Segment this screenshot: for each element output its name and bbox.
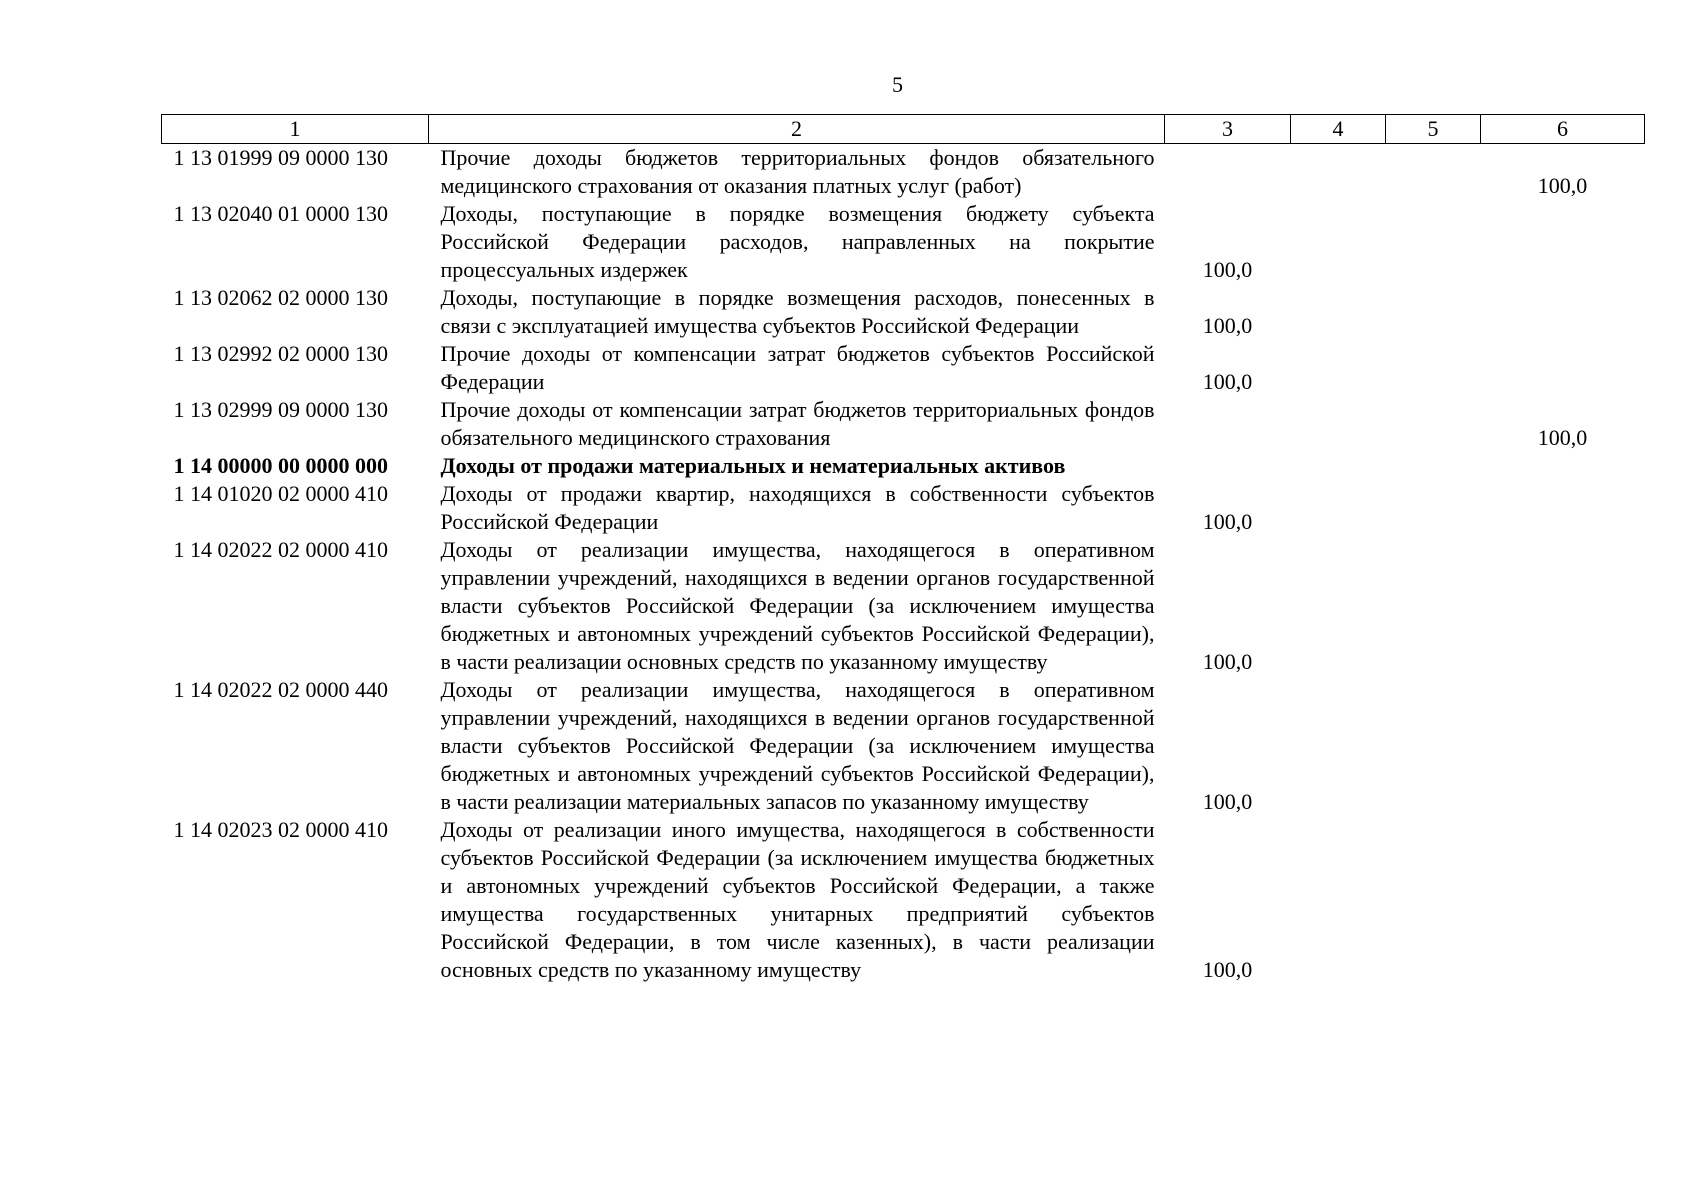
budget-code-cell: 1 13 01999 09 0000 130: [173, 145, 388, 170]
column-5-value: [1386, 480, 1481, 536]
column-3-value: [1165, 144, 1291, 201]
description-cell: Прочие доходы от компенсации затрат бюджетов субъектов Российской Федерации: [440, 341, 1155, 394]
description-cell: Доходы от реализации иного имущества, находящегося в собственности субъектов Российской Федерации (за исключением имущества бюджетных и автономных учреждений субъектов Российской Федерации, а также имущества государственных унитарных предприятий субъектов Российской Федерации, в том числе казенных), в части реализации основных средств по указанному имуществу: [440, 817, 1155, 982]
column-3-value: [1165, 452, 1291, 480]
column-6-value: [1481, 676, 1645, 816]
column-6-value: [1481, 480, 1645, 536]
column-6-value: [1481, 200, 1645, 284]
column-6-value: [1481, 452, 1645, 480]
description-cell: Прочие доходы от компенсации затрат бюджетов территориальных фондов обязательного медицинского страхования: [440, 397, 1155, 450]
column-5-value: [1386, 452, 1481, 480]
budget-code-cell: 1 13 02999 09 0000 130: [173, 397, 388, 422]
table-row: [162, 676, 1645, 816]
budget-code-cell: 1 14 02023 02 0000 410: [173, 817, 388, 842]
column-4-value: [1291, 480, 1386, 536]
description-cell: Доходы от реализации имущества, находящегося в оперативном управлении учреждений, находящихся в ведении органов государственной власти субъектов Российской Федерации (за исключением имущества бюджетных и автономных учреждений субъектов Российской Федерации), в части реализации материальных запасов по указанному имуществу: [440, 677, 1155, 814]
column-3-value: 100,0: [1202, 313, 1253, 338]
column-6-value: 100,0: [1537, 173, 1588, 198]
column-4-value: [1291, 284, 1386, 340]
column-3-value: 100,0: [1202, 957, 1253, 982]
column-header-6: 6: [1481, 115, 1645, 144]
column-4-value: [1291, 676, 1386, 816]
table-row: [162, 480, 1645, 536]
table-header-row: [162, 115, 1645, 144]
revenue-table: [161, 114, 1645, 984]
description-cell: Доходы, поступающие в порядке возмещения бюджету субъекта Российской Федерации расходов, направленных на покрытие процессуальных издержек: [440, 201, 1155, 282]
column-5-value: [1386, 200, 1481, 284]
column-header-1: 1: [162, 115, 429, 144]
column-5-value: [1386, 816, 1481, 984]
column-header-2: 2: [429, 115, 1165, 144]
budget-code-cell: 1 14 01020 02 0000 410: [173, 481, 388, 506]
budget-code-cell: 1 13 02062 02 0000 130: [173, 285, 388, 310]
column-6-value: [1481, 536, 1645, 676]
column-5-value: [1386, 676, 1481, 816]
column-5-value: [1386, 396, 1481, 452]
column-6-value: [1481, 816, 1645, 984]
column-5-value: [1386, 536, 1481, 676]
column-3-value: 100,0: [1202, 257, 1253, 282]
table-row: [162, 396, 1645, 452]
column-5-value: [1386, 284, 1481, 340]
description-cell: Прочие доходы бюджетов территориальных фондов обязательного медицинского страхования от оказания платных услуг (работ): [440, 145, 1155, 198]
column-header-3: 3: [1165, 115, 1291, 144]
column-5-value: [1386, 340, 1481, 396]
budget-code-cell: 1 14 02022 02 0000 410: [173, 537, 388, 562]
column-4-value: [1291, 816, 1386, 984]
column-4-value: [1291, 536, 1386, 676]
table-row: [162, 452, 1645, 480]
description-cell: Доходы, поступающие в порядке возмещения расходов, понесенных в связи с эксплуатацией имущества субъектов Российской Федерации: [440, 285, 1155, 338]
table-row: [162, 340, 1645, 396]
column-3-value: 100,0: [1202, 789, 1253, 814]
table-row: [162, 144, 1645, 201]
table-row: [162, 536, 1645, 676]
budget-code-cell: 1 14 02022 02 0000 440: [173, 677, 388, 702]
description-cell: Доходы от продажи материальных и нематериальных активов: [440, 453, 1066, 478]
table-row: [162, 200, 1645, 284]
budget-code-cell: 1 13 02992 02 0000 130: [173, 341, 388, 366]
column-4-value: [1291, 144, 1386, 201]
column-3-value: 100,0: [1202, 649, 1253, 674]
column-4-value: [1291, 200, 1386, 284]
description-cell: Доходы от продажи квартир, находящихся в собственности субъектов Российской Федерации: [440, 481, 1155, 534]
description-cell: Доходы от реализации имущества, находящегося в оперативном управлении учреждений, находящихся в ведении органов государственной власти субъектов Российской Федерации (за исключением имущества бюджетных и автономных учреждений субъектов Российской Федерации), в части реализации основных средств по указанному имуществу: [440, 537, 1155, 674]
table-row: [162, 284, 1645, 340]
budget-code-cell: 1 14 00000 00 0000 000: [173, 453, 388, 478]
column-4-value: [1291, 452, 1386, 480]
page-number: 5: [892, 72, 903, 97]
column-5-value: [1386, 144, 1481, 201]
column-header-4: 4: [1291, 115, 1386, 144]
column-6-value: 100,0: [1537, 425, 1588, 450]
column-6-value: [1481, 284, 1645, 340]
column-3-value: 100,0: [1202, 509, 1253, 534]
column-header-5: 5: [1386, 115, 1481, 144]
column-4-value: [1291, 340, 1386, 396]
table-row: [162, 816, 1645, 984]
budget-code-cell: 1 13 02040 01 0000 130: [173, 201, 388, 226]
column-6-value: [1481, 340, 1645, 396]
column-3-value: 100,0: [1202, 369, 1253, 394]
column-3-value: [1165, 396, 1291, 452]
column-4-value: [1291, 396, 1386, 452]
